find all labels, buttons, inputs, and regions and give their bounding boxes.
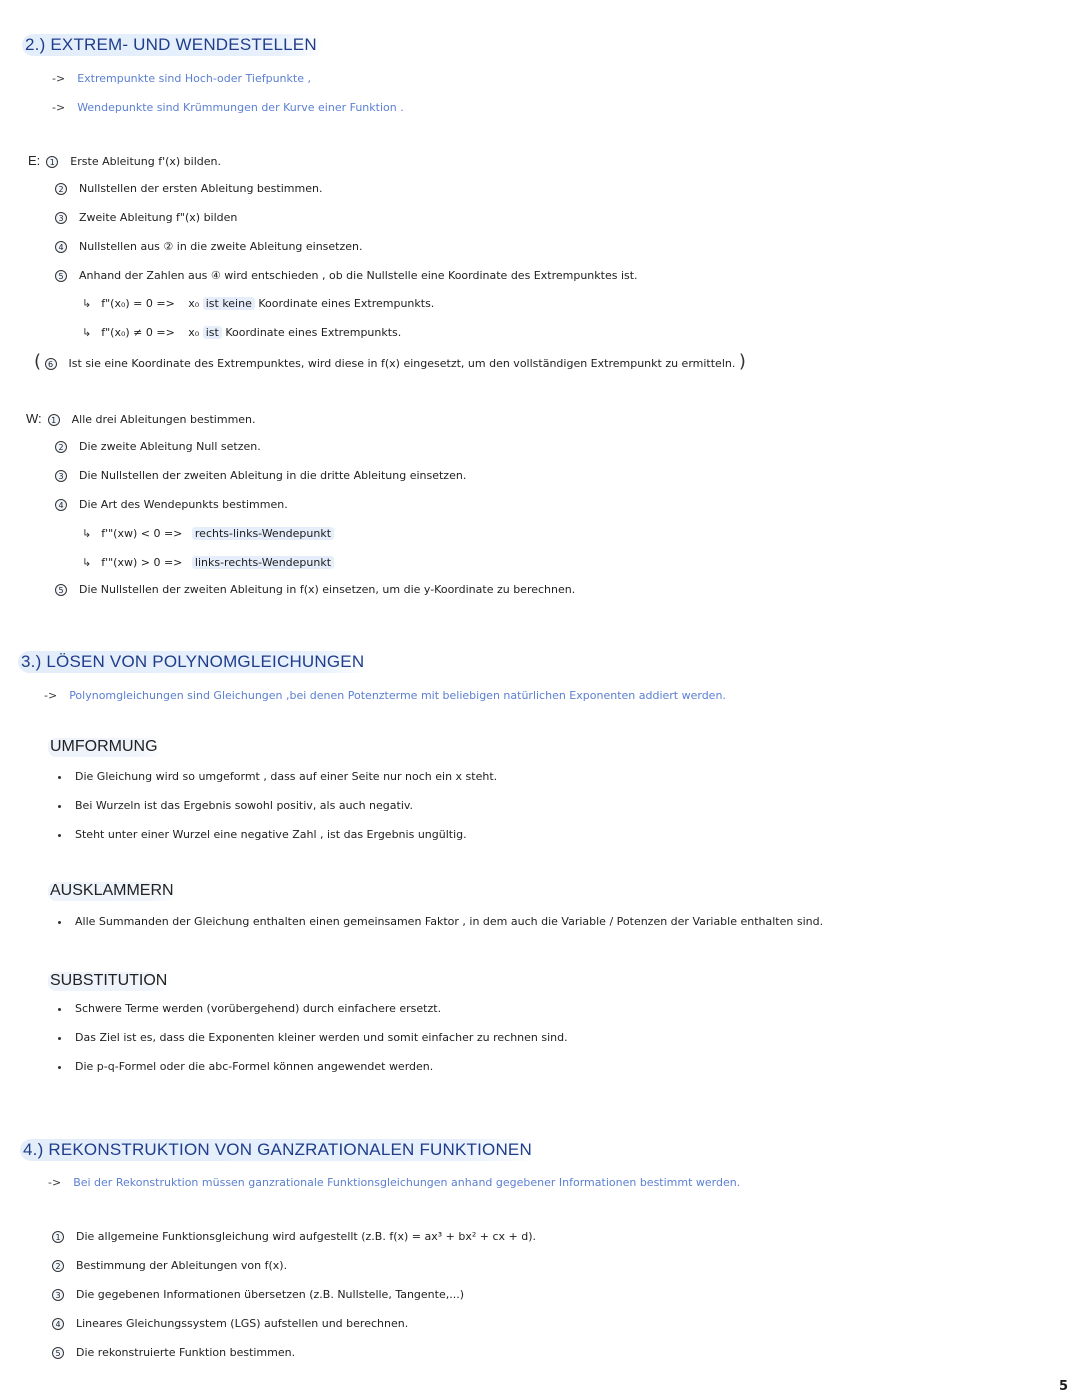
intro-text: Polynomgleichungen sind Gleichungen ,bei denen Potenzterme mit beliebigen natürlichen Exponenten addiert werden. xyxy=(69,689,726,702)
step-text: Die Art des Wendepunkts bestimmen. xyxy=(79,498,288,511)
step-number-icon: 3 xyxy=(55,212,67,224)
umformung-item-2 xyxy=(58,799,413,812)
extrem-step-6 xyxy=(34,351,746,372)
wende-case-2 xyxy=(82,556,334,569)
section-3-heading: 3.) LÖSEN VON POLYNOMGLEICHUNGEN xyxy=(18,651,370,673)
arrow-icon: -> xyxy=(44,689,58,702)
arrow-icon: -> xyxy=(48,1176,62,1189)
case-highlight: ist keine xyxy=(203,297,255,310)
hook-arrow-icon: ↳ xyxy=(82,527,92,540)
step-text: Die allgemeine Funktionsgleichung wird aufgestellt (z.B. f(x) = ax³ + bx² + cx + d). xyxy=(76,1230,537,1243)
rekonstruktion-step-1 xyxy=(52,1230,536,1243)
case-variable: x₀ xyxy=(188,326,200,339)
wende-step-1 xyxy=(26,411,256,426)
arrow-icon: -> xyxy=(52,101,66,114)
extrem-step-5 xyxy=(55,269,638,282)
item-text: Bei Wurzeln ist das Ergebnis sowohl positiv, als auch negativ. xyxy=(75,799,414,812)
step-number-icon: 5 xyxy=(55,270,67,282)
wende-case-1 xyxy=(82,527,334,540)
step-number-icon: 5 xyxy=(55,584,67,596)
step-text: Lineares Gleichungssystem (LGS) aufstellen und berechnen. xyxy=(76,1317,409,1330)
wende-step-2 xyxy=(55,440,261,453)
hook-arrow-icon: ↳ xyxy=(82,297,92,310)
step-text: Alle drei Ableitungen bestimmen. xyxy=(71,413,256,426)
wende-step-4 xyxy=(55,498,288,511)
intro-text: Bei der Rekonstruktion müssen ganzrationale Funktionsgleichungen anhand gegebener Informationen bestimmt werden. xyxy=(73,1176,741,1189)
wende-label: W: xyxy=(26,411,42,426)
item-text: Das Ziel ist es, dass die Exponenten kleiner werden und somit einfacher zu rechnen sind. xyxy=(75,1031,568,1044)
step-text: Zweite Ableitung f"(x) bilden xyxy=(79,211,238,224)
step-number-icon: 3 xyxy=(55,470,67,482)
intro-line-extrempunkte xyxy=(52,67,311,86)
extrem-step-4 xyxy=(55,240,363,253)
wende-step-5 xyxy=(55,583,575,596)
intro-text: Extrempunkte sind Hoch-oder Tiefpunkte , xyxy=(77,72,311,85)
case-text: Koordinate eines Extrempunkts. xyxy=(225,326,402,339)
bullet-icon xyxy=(58,1037,61,1040)
extrem-step-3 xyxy=(55,211,237,224)
bullet-icon xyxy=(58,834,61,837)
paren-close: ) xyxy=(738,351,746,372)
rekonstruktion-step-2 xyxy=(52,1259,287,1272)
umformung-item-1 xyxy=(58,770,497,783)
step-number-icon: 3 xyxy=(52,1289,64,1301)
case-variable: x₀ xyxy=(188,297,200,310)
hook-arrow-icon: ↳ xyxy=(82,326,92,339)
umformung-item-3 xyxy=(58,828,467,841)
section-4-heading: 4.) REKONSTRUKTION VON GANZRATIONALEN FUNKTIONEN xyxy=(20,1139,538,1161)
section-2-heading: 2.) EXTREM- UND WENDESTELLEN xyxy=(22,34,323,56)
case-condition: f"(x₀) ≠ 0 => xyxy=(101,326,175,339)
hook-arrow-icon: ↳ xyxy=(82,556,92,569)
substitution-item-3 xyxy=(58,1060,433,1073)
step-number-icon: 2 xyxy=(55,183,67,195)
step-number-icon: 1 xyxy=(52,1231,64,1243)
extrem-step-2 xyxy=(55,182,322,195)
case-text: Koordinate eines Extrempunkts. xyxy=(258,297,435,310)
substitution-heading: SUBSTITUTION xyxy=(48,972,171,991)
extrem-step-1 xyxy=(28,153,221,168)
step-text: Ist sie eine Koordinate des Extrempunktes, wird diese in f(x) eingesetzt, um den vollständigen Extrempunkt zu ermitteln. xyxy=(68,357,736,370)
section-3-intro xyxy=(44,684,726,703)
step-number-icon: 1 xyxy=(46,156,58,168)
step-text: Bestimmung der Ableitungen von f(x). xyxy=(76,1259,288,1272)
step-number-icon: 4 xyxy=(52,1318,64,1330)
step-text: Die Nullstellen der zweiten Ableitung in die dritte Ableitung einsetzen. xyxy=(79,469,467,482)
case-condition: f'"(xw) < 0 => xyxy=(101,527,183,540)
ausklammern-heading: AUSKLAMMERN xyxy=(48,882,178,901)
rekonstruktion-step-5 xyxy=(52,1346,295,1359)
extrem-case-2 xyxy=(82,326,401,339)
rekonstruktion-step-3 xyxy=(52,1288,464,1301)
rekonstruktion-step-4 xyxy=(52,1317,408,1330)
step-text: Die rekonstruierte Funktion bestimmen. xyxy=(76,1346,296,1359)
paren-open: ( xyxy=(34,351,42,372)
step-text: Erste Ableitung f'(x) bilden. xyxy=(70,155,221,168)
case-condition: f"(x₀) = 0 => xyxy=(101,297,175,310)
case-highlight: ist xyxy=(203,326,222,339)
intro-line-wendepunkte xyxy=(52,96,404,115)
bullet-icon xyxy=(58,805,61,808)
step-number-icon: 5 xyxy=(52,1347,64,1359)
substitution-item-2 xyxy=(58,1031,568,1044)
item-text: Schwere Terme werden (vorübergehend) durch einfachere ersetzt. xyxy=(75,1002,442,1015)
step-number-icon: 6 xyxy=(45,358,57,370)
step-number-icon: 2 xyxy=(55,441,67,453)
bullet-icon xyxy=(58,1008,61,1011)
section-4-intro xyxy=(48,1171,740,1190)
step-number-icon: 4 xyxy=(55,241,67,253)
step-number-icon: 4 xyxy=(55,499,67,511)
step-text: Die Nullstellen der zweiten Ableitung in f(x) einsetzen, um die y-Koordinate zu berechnen. xyxy=(79,583,576,596)
extrem-case-1 xyxy=(82,297,434,310)
item-text: Steht unter einer Wurzel eine negative Zahl , ist das Ergebnis ungültig. xyxy=(75,828,467,841)
page-number: 5 xyxy=(1059,1379,1069,1394)
bullet-icon xyxy=(58,921,61,924)
step-text: Anhand der Zahlen aus ④ wird entschieden , ob die Nullstelle eine Koordinate des Extrempunktes ist. xyxy=(79,269,638,282)
step-text: Nullstellen aus ② in die zweite Ableitung einsetzen. xyxy=(79,240,363,253)
ausklammern-item-1 xyxy=(58,915,823,928)
item-text: Die Gleichung wird so umgeformt , dass auf einer Seite nur noch ein x steht. xyxy=(75,770,498,783)
umformung-heading: UMFORMUNG xyxy=(48,738,162,757)
step-text: Die zweite Ableitung Null setzen. xyxy=(79,440,261,453)
case-highlight: rechts-links-Wendepunkt xyxy=(192,527,334,540)
bullet-icon xyxy=(58,776,61,779)
bullet-icon xyxy=(58,1066,61,1069)
substitution-item-1 xyxy=(58,1002,441,1015)
step-number-icon: 2 xyxy=(52,1260,64,1272)
case-highlight: links-rechts-Wendepunkt xyxy=(192,556,334,569)
intro-text: Wendepunkte sind Krümmungen der Kurve einer Funktion . xyxy=(77,101,404,114)
item-text: Die p-q-Formel oder die abc-Formel können angewendet werden. xyxy=(75,1060,434,1073)
arrow-icon: -> xyxy=(52,72,66,85)
step-text: Die gegebenen Informationen übersetzen (z.B. Nullstelle, Tangente,...) xyxy=(76,1288,465,1301)
item-text: Alle Summanden der Gleichung enthalten einen gemeinsamen Faktor , in dem auch die Variable / Potenzen der Variable enthalten sind. xyxy=(75,915,824,928)
step-text: Nullstellen der ersten Ableitung bestimmen. xyxy=(79,182,323,195)
wende-step-3 xyxy=(55,469,466,482)
case-condition: f'"(xw) > 0 => xyxy=(101,556,183,569)
extrem-label: E: xyxy=(28,153,41,168)
step-number-icon: 1 xyxy=(48,414,60,426)
